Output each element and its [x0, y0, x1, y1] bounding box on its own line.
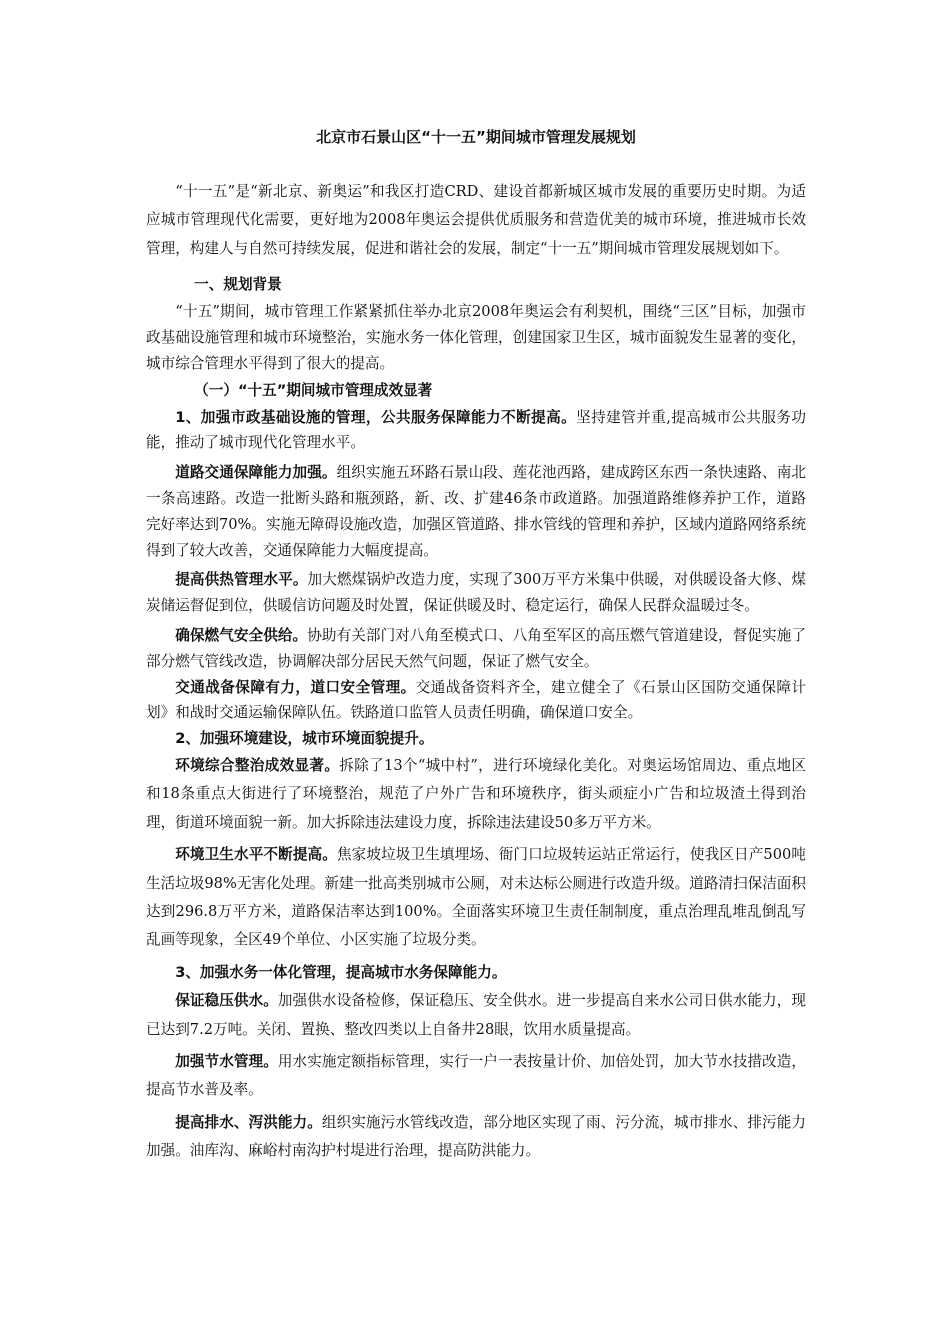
item-lead: 交通战备保障有力，道口安全管理。	[175, 678, 416, 696]
document-title: 北京市石景山区“十一五”期间城市管理发展规划	[316, 128, 636, 146]
item-body: 加强供水设备检修，保证稳压、安全供水。进一步提高自来水公司日供水能力，现已达到7.2万吨。关闭、置换、整改四类以上自备井28眼，饮用水质量提高。	[146, 992, 806, 1038]
item-water-saving	[146, 1048, 806, 1105]
item-heading-environment	[146, 726, 806, 752]
item-lead: 3、加强水务一体化管理，提高城市水务保障能力。	[175, 963, 507, 981]
item-lead: 提高排水、泻洪能力。	[175, 1113, 322, 1131]
item-body: 组织实施污水管线改造，部分地区实现了雨、污分流，城市排水、排污能力加强。油库沟、麻峪村南沟护村堤进行治理，提高防洪能力。	[146, 1113, 806, 1160]
item-lead: 提高供热管理水平。	[175, 571, 308, 589]
background-paragraph: “十五”期间，城市管理工作紧紧抓住举办北京2008年奥运会有利契机，围绕“三区”目标，加强市政基础设施管理和城市环境整治，实施水务一体化管理，创建国家卫生区，城市面貌发生显著的变化，城市综合管理水平得到了很大的提高。	[146, 303, 806, 372]
item-municipal-infrastructure	[146, 405, 806, 457]
item-body: 坚持建管并重,提高城市公共服务功能，推动了城市现代化管理水平。	[146, 408, 806, 452]
item-drainage	[146, 1109, 806, 1166]
item-lead: 道路交通保障能力加强。	[175, 464, 337, 482]
item-road-traffic	[146, 460, 806, 563]
intro-paragraph: “十一五”是“新北京、新奥运”和我区打造CRD、建设首都新城区城市发展的重要历史时期。为适应城市管理现代化需要，更好地为2008年奥运会提供优质服务和营造优美的城市环境，推进城市长效管理，构建人与自然可持续发展，促进和谐社会的发展，制定“十一五”期间城市管理发展规划如下。	[146, 183, 806, 257]
item-lead: 环境综合整治成效显著。	[175, 756, 340, 774]
item-body: 协助有关部门对八角至模式口、八角至军区的高压燃气管道建设，督促实施了部分燃气管线改造，协调解决部分居民天然气问题，保证了燃气安全。	[146, 626, 806, 670]
document-body	[146, 126, 806, 1166]
item-body: 组织实施五环路石景山段、莲花池西路，建成跨区东西一条快速路、南北一条高速路。改造一批断头路和瓶颈路，新、改、扩建46条市政道路。加强道路维修养护工作，道路完好率达到70%。实施无障碍设施改造，加强区管道路、排水管线的管理和养护，区域内道路网络系统得到了较大改善，交通保障能力大幅度提高。	[146, 464, 806, 559]
item-water-supply	[146, 987, 806, 1044]
item-body: 焦家坡垃圾卫生填埋场、衙门口垃圾转运站正常运行，使我区日产500吨生活垃圾98%无害化处理。新建一批高类别城市公厕，对未达标公厕进行改造升级。道路清扫保洁面积达到296.8万平方米，道路保洁率达到100%。全面落实环境卫生责任制制度，重点治理乱堆乱倒乱写乱画等现象，全区49个单位、小区实施了垃圾分类。	[146, 846, 806, 949]
item-body: 用水实施定额指标管理，实行一户一表按量计价、加倍处罚，加大节水技措改造，提高节水普及率。	[146, 1053, 806, 1099]
subsection-heading-achievements: （一）“十五”期间城市管理成效显著	[194, 381, 433, 399]
item-lead: 1、加强市政基础设施的管理，公共服务保障能力不断提高。	[175, 408, 577, 426]
item-body: 拆除了13个“城中村”，进行环境绿化美化。对奥运场馆周边、重点地区和18条重点大街进行了环境整治，规范了户外广告和环境秩序，街头顽症小广告和垃圾渣土得到治理，街道环境面貌一新。加大拆除违法建设力度，拆除违法建设50多万平方米。	[146, 756, 806, 831]
item-sanitation	[146, 841, 806, 955]
item-lead: 确保燃气安全供给。	[175, 626, 308, 644]
item-lead: 2、加强环境建设，城市环境面貌提升。	[175, 730, 434, 748]
item-lead: 保证稳压供水。	[175, 992, 278, 1010]
item-lead: 加强节水管理。	[175, 1053, 278, 1071]
item-gas-supply	[146, 623, 806, 675]
item-heading-water	[146, 959, 806, 987]
item-body: 交通战备资料齐全，建立健全了《石景山区国防交通保障计划》和战时交通运输保障队伍。铁路道口监管人员责任明确，确保道口安全。	[146, 678, 806, 722]
item-lead: 环境卫生水平不断提高。	[175, 846, 337, 864]
item-heating	[146, 567, 806, 619]
item-environment-improvement	[146, 752, 806, 837]
item-body: 加大燃煤锅炉改造力度，实现了300万平方米集中供暖，对供暖设备大修、煤炭储运督促到位，供暖信访问题及时处置，保证供暖及时、稳定运行，确保人民群众温暖过冬。	[146, 571, 806, 615]
item-traffic-readiness	[146, 675, 806, 727]
section-heading-background: 一、规划背景	[194, 276, 282, 294]
